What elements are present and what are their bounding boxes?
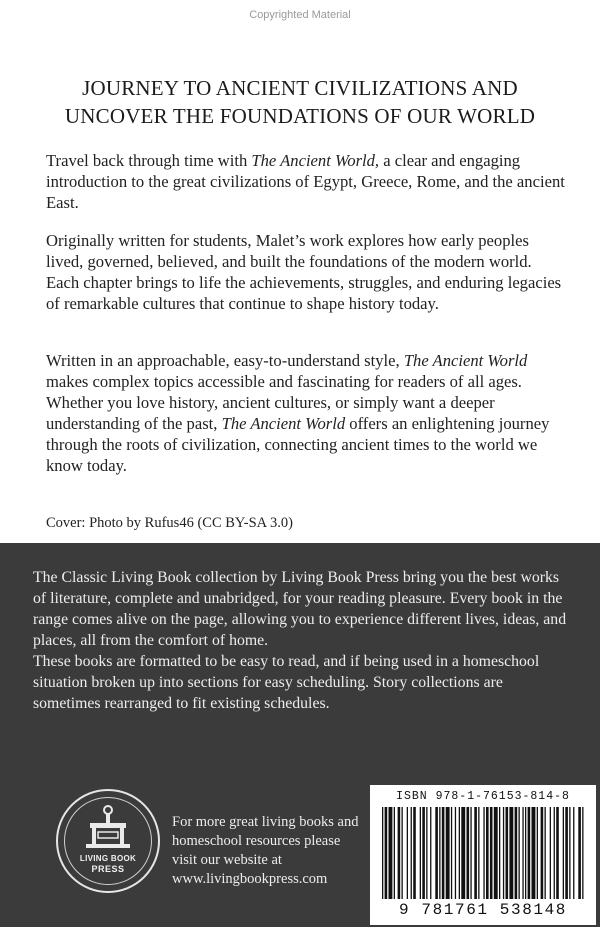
barcode-bar <box>519 807 520 899</box>
website-info: For more great living books and homeschool resources please visit our website at www.livingbookpress.com <box>172 814 359 887</box>
barcode-bar <box>486 807 489 899</box>
barcode-bar <box>569 807 570 899</box>
barcode-bar <box>483 807 484 899</box>
barcode-bar <box>451 807 452 899</box>
barcode-bar <box>541 807 544 899</box>
book-title: The Ancient World, <box>251 151 380 170</box>
barcode-bar <box>411 807 412 899</box>
barcode-bar <box>455 807 456 899</box>
barcode-bar <box>490 807 493 899</box>
barcode-bar <box>407 807 408 899</box>
barcode-bar <box>402 807 403 899</box>
barcode-bar <box>525 807 526 899</box>
printing-press-icon <box>82 805 134 851</box>
barcode-bar <box>563 807 564 899</box>
barcode-bar <box>537 807 538 899</box>
barcode-bar <box>422 807 425 899</box>
barcode-bar <box>506 807 509 899</box>
barcode-bar <box>528 807 531 899</box>
barcode-bar <box>522 807 523 899</box>
book-title: The Ancient World <box>403 351 528 370</box>
barcode-bar <box>573 807 574 899</box>
barcode-bar <box>503 807 504 899</box>
p1-end: a clear and engaging introduction to the great civilizations of Egypt, Greece, Rome, and the ancient East. <box>46 151 565 212</box>
publisher-paragraph-1: The Classic Living Book collection by Living Book Press bring you the best works of literature, complete and unabridged, for your reading pleasure. Every book in the range comes alive on the page, allowing you to experience different lives, ideas, and places, all from the comfort of home. <box>33 569 567 649</box>
barcode-bar <box>467 807 470 899</box>
barcode-bar <box>499 807 500 899</box>
barcode-bar <box>556 807 559 899</box>
barcode-bar <box>446 807 450 899</box>
barcode-bar <box>509 807 513 899</box>
barcode-bar <box>478 807 479 899</box>
barcode-bar <box>439 807 440 899</box>
barcode-bar <box>494 807 498 899</box>
barcode-bar <box>420 807 421 899</box>
barcode-bar <box>470 807 471 899</box>
barcode-bar <box>394 807 395 899</box>
barcode-bar <box>515 807 518 899</box>
barcode-bar <box>582 807 583 899</box>
headline-line-1: JOURNEY TO ANCIENT CIVILIZATIONS AND <box>82 76 518 100</box>
isbn-barcode <box>370 785 596 925</box>
description-paragraph-3 <box>46 350 566 476</box>
p1-start: Travel back through time with <box>46 151 252 170</box>
barcode-bar <box>435 807 438 899</box>
cover-credit: Cover: Photo by Rufus46 (CC BY-SA 3.0) <box>46 515 293 531</box>
barcode-bar <box>385 807 388 899</box>
publisher-section <box>0 543 600 927</box>
barcode-bar <box>442 807 445 899</box>
p3-mid: makes complex topics accessible and fascinating for readers of all ages. Whether you love history, ancient cultures, or simply want a deeper understanding of the past, <box>46 372 522 433</box>
barcode-bar <box>461 807 465 899</box>
p3-end: offers an enlightening journey through the roots of civilization, connecting ancient times to the world we know today. <box>46 414 550 475</box>
barcode-bar <box>430 807 431 899</box>
logo-text-line-1: LIVING BOOK <box>79 854 137 863</box>
description-paragraph-2: Originally written for students, Malet’s work explores how early peoples lived, governed, believed, and built the foundations of the modern world. Each chapter brings to life the achievements, struggles, and enduring legacies of remarkable cultures that continue to shape history today. <box>46 231 562 313</box>
barcode-bar <box>382 807 383 899</box>
barcode-bar <box>389 807 393 899</box>
barcode-number: 9 781761 538148 <box>398 901 568 919</box>
barcode-bar <box>565 807 568 899</box>
isbn-label: ISBN 978-1-76153-814-8 <box>396 790 570 803</box>
book-title: The Ancient World <box>221 414 346 433</box>
barcode-bar <box>532 807 536 899</box>
publisher-paragraph-2: These books are formatted to be easy to read, and if being used in a homeschool situation broken up into sections for easy scheduling. Story collections are sometimes rearranged to fit existing schedules. <box>33 653 540 712</box>
barcode-bar <box>578 807 581 899</box>
p3-start: Written in an approachable, easy-to-understand style, <box>46 351 404 370</box>
barcode-bar <box>554 807 555 899</box>
barcode-bar <box>459 807 460 899</box>
description-paragraph-1 <box>46 150 566 213</box>
barcode-bars <box>378 807 588 899</box>
living-book-press-logo <box>56 789 160 893</box>
copyright-watermark: Copyrighted Material <box>249 9 351 21</box>
barcode-bar <box>398 807 401 899</box>
barcode-bar <box>474 807 477 899</box>
barcode-bar <box>413 807 416 899</box>
barcode-bar <box>426 807 427 899</box>
barcode-bar <box>550 807 551 899</box>
barcode-bar <box>545 807 546 899</box>
headline <box>0 74 600 130</box>
headline-line-2: UNCOVER THE FOUNDATIONS OF OUR WORLD <box>64 104 536 128</box>
logo-text-line-2: PRESS <box>91 864 125 874</box>
